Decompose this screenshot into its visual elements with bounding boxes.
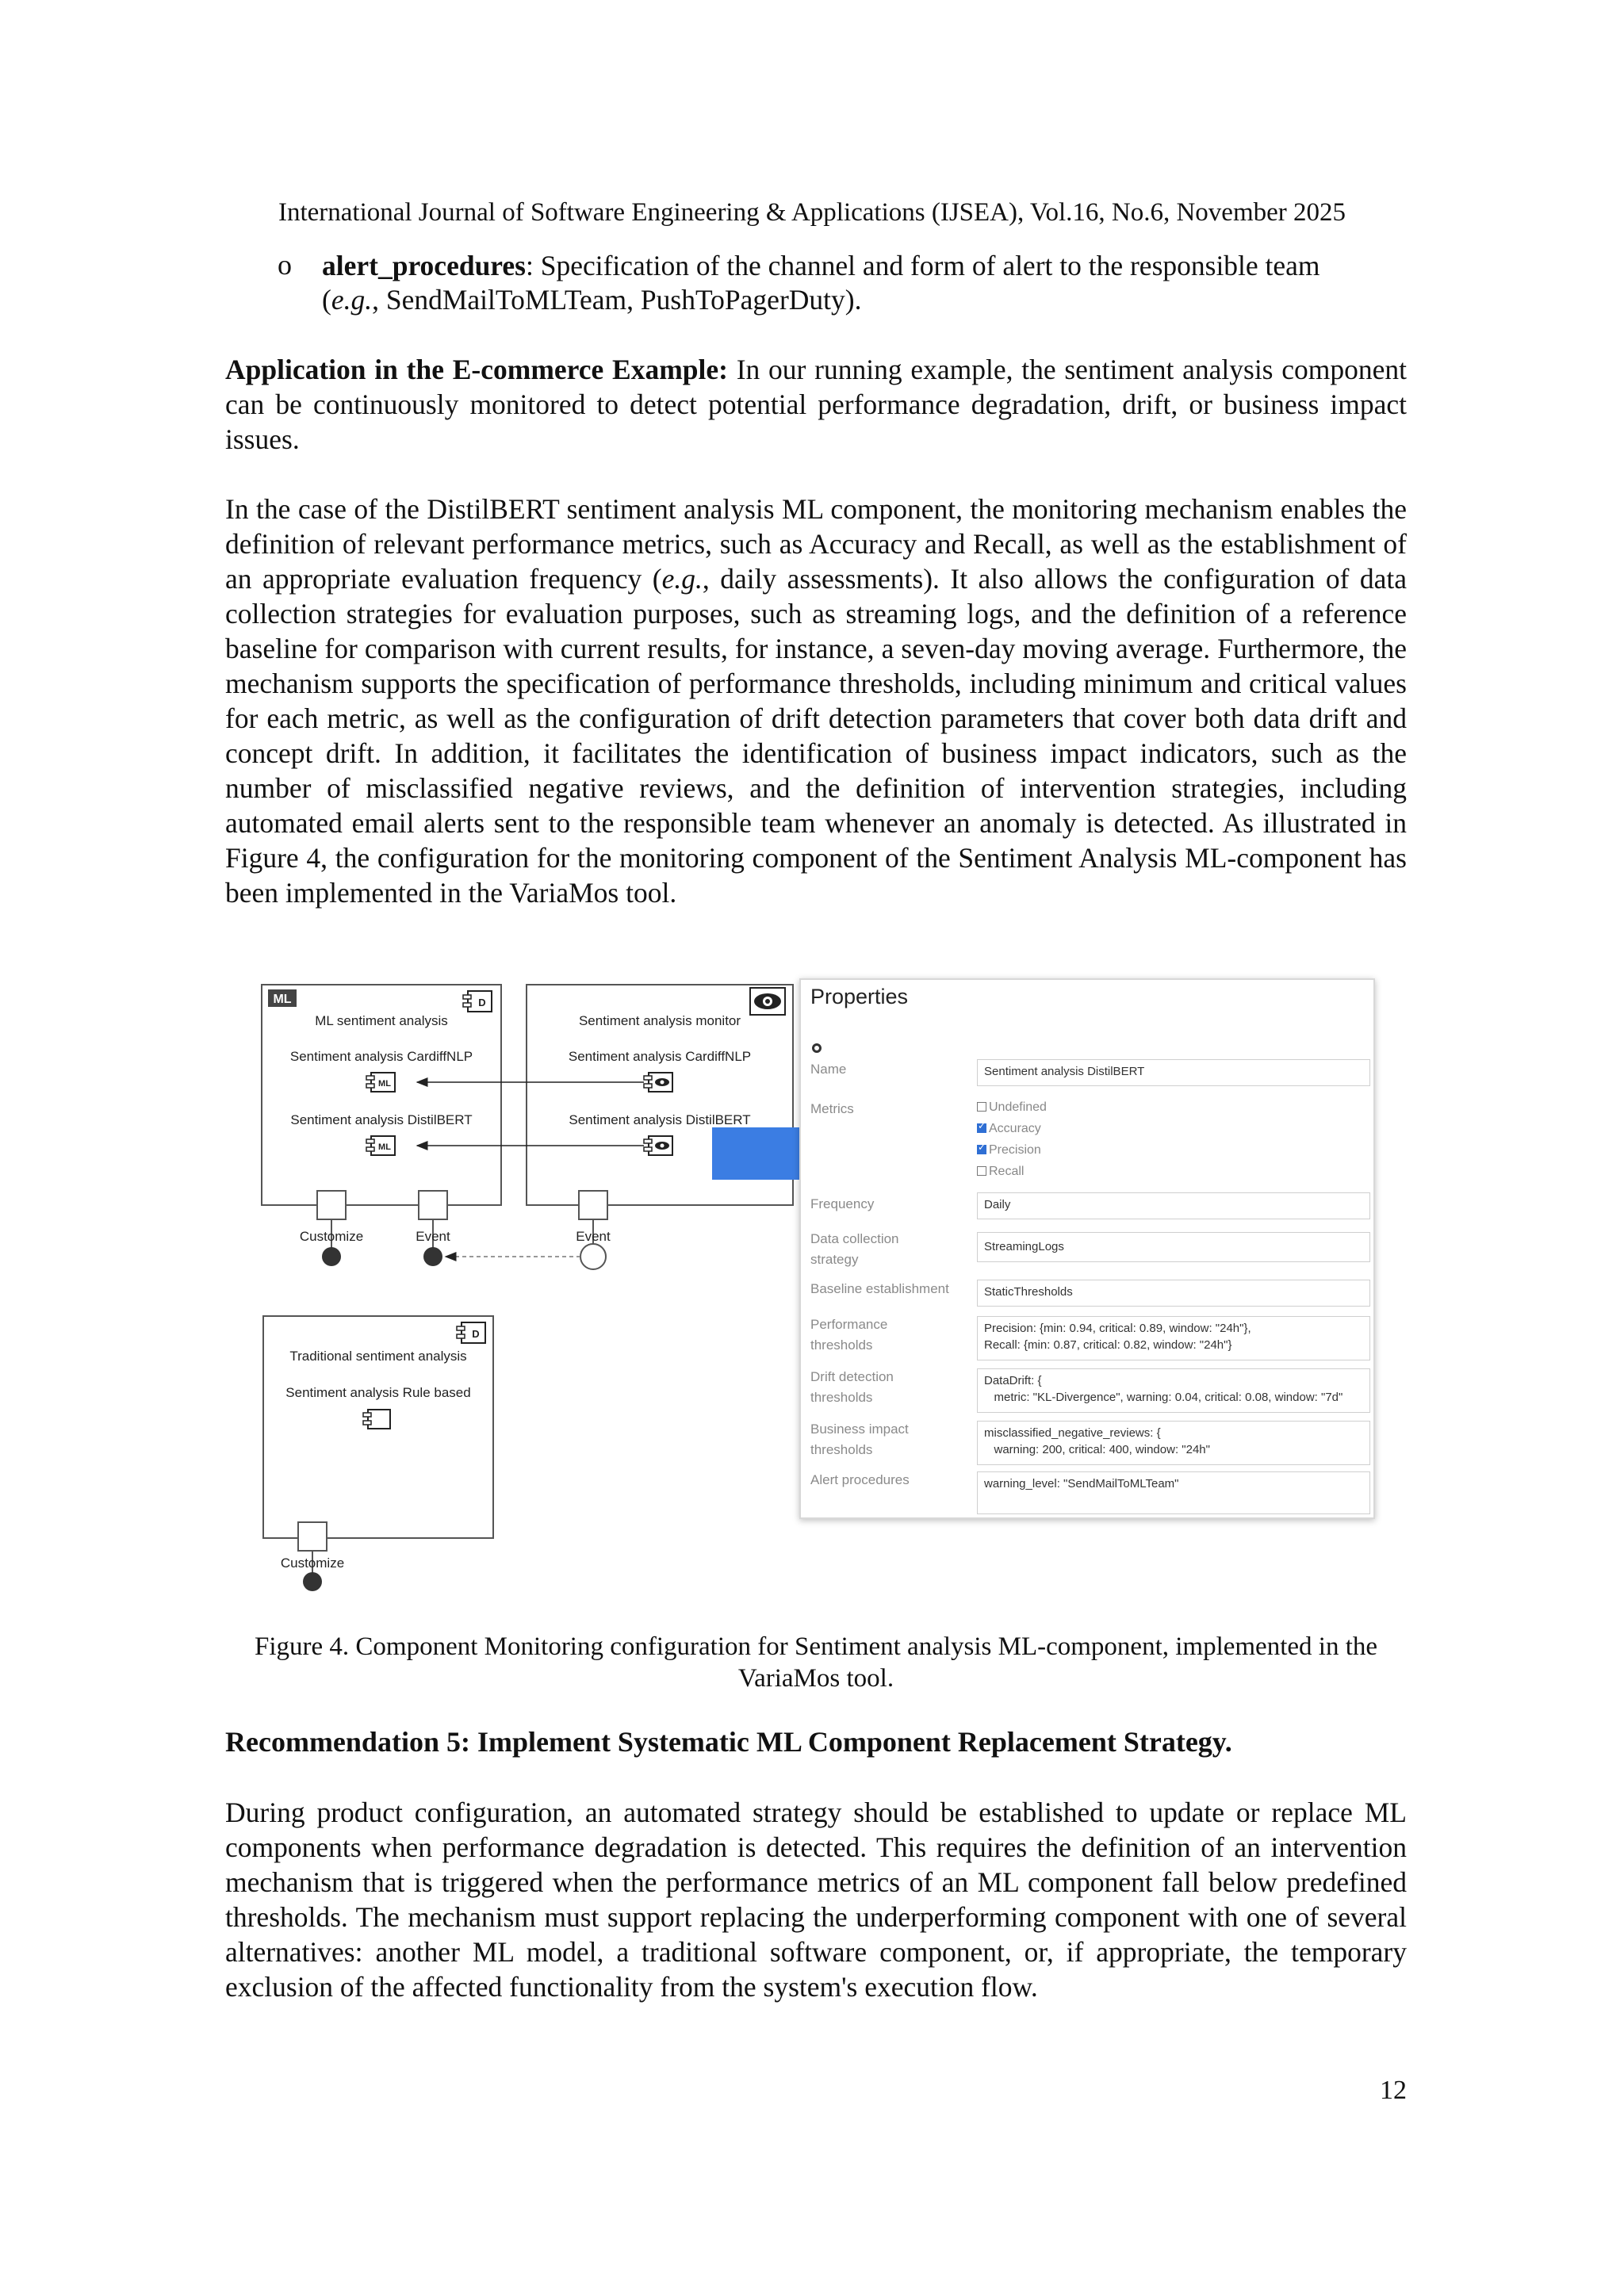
- bullet-text-line2: , SendMailToMLTeam, PushToPagerDuty).: [372, 284, 862, 316]
- ml-sentiment-analysis-box[interactable]: [262, 985, 501, 1266]
- page-number: 12: [1380, 2076, 1407, 2105]
- monitor-box-title: Sentiment analysis monitor: [578, 1013, 741, 1028]
- ml-component-icon: [366, 1073, 395, 1092]
- add-property-icon[interactable]: [812, 1043, 822, 1053]
- trad-box-item: Sentiment analysis Rule based: [285, 1385, 471, 1400]
- monitor-box-item-cardiffnlp: Sentiment analysis CardiffNLP: [568, 1049, 752, 1064]
- ml-component-icon: [366, 1136, 395, 1155]
- frequency-field[interactable]: Daily: [977, 1192, 1370, 1219]
- trad-box-title: Traditional sentiment analysis: [289, 1349, 467, 1364]
- trad-port-customize-required: [303, 1572, 322, 1591]
- frequency-label: Frequency: [810, 1196, 875, 1211]
- business-impact-field[interactable]: misclassified_negative_reviews: { warning: 200, critical: 400, window: "24h": [977, 1421, 1370, 1465]
- svg-text:ML: ML: [378, 1142, 391, 1152]
- metric-checkbox-recall[interactable]: Recall: [977, 1165, 1024, 1179]
- paragraph-distilbert-part1: In the case of the DistilBERT sentiment analysis ML component, the monitoring mechanism enables the definition of relevant performance metrics, such as Accuracy and Recall, as well as the establishment of an appropriate evaluation frequency (: [225, 493, 1407, 595]
- port-customize-required: [322, 1247, 341, 1266]
- bullet-marker: o: [278, 249, 292, 281]
- monitor-eye-icon: [644, 1136, 672, 1155]
- metrics-label: Metrics: [810, 1101, 854, 1116]
- component-d-icon: [457, 1322, 485, 1343]
- ml-box-item-distilbert: Sentiment analysis DistilBERT: [290, 1112, 473, 1127]
- monitor-port-event-provided: [580, 1244, 606, 1269]
- paragraph-application-text: In our running example, the sentiment analysis component can be continuously monitored to detect potential performance degradation, drift, or business impact issues.: [225, 354, 1407, 455]
- bullet-term: alert_procedures: [322, 250, 526, 281]
- alert-procedures-label: Alert procedures: [810, 1472, 910, 1487]
- alert-procedures-field[interactable]: warning_level: "SendMailToMLTeam": [977, 1471, 1370, 1514]
- paragraph-replacement-strategy: [225, 1795, 1407, 2004]
- ml-box-title: ML sentiment analysis: [315, 1013, 448, 1028]
- paragraph-application: [225, 352, 1407, 457]
- drift-detection-label: Drift detection thresholds: [810, 1369, 894, 1405]
- figure-caption-line1: Figure 4. Component Monitoring configuration for Sentiment analysis ML-component, implemented in the: [254, 1632, 1378, 1661]
- name-label: Name: [810, 1062, 847, 1077]
- paragraph-distilbert-part2: , daily assessments). It also allows the configuration of data collection strategies for evaluation purposes, such as streaming logs, and the definition of a reference baseline for comparison with current results, for instance, a seven-day moving average. Furthermore, the mechanism supports the specification of performance thresholds, including minimum and critical values for each metric, as well as the configuration of drift detection parameters that cover both data drift and concept drift. In addition, it facilitates the identification of business impact indicators, such as the number of misclassified negative reviews, and the definition of intervention strategies, including automated email alerts sent to the responsible team whenever an anomaly is detected. As illustrated in Figure 4, the configuration for the monitoring component of the Sentiment Analysis ML-component has been implemented in the VariaMos tool.: [225, 563, 1407, 909]
- baseline-label: Baseline establishment: [810, 1281, 949, 1296]
- metric-checkbox-precision[interactable]: ✓Precision: [977, 1143, 1041, 1158]
- recommendation-5-heading: Recommendation 5: Implement Systematic ML Component Replacement Strategy.: [225, 1726, 1232, 1758]
- component-d-icon: [463, 991, 492, 1012]
- data-collection-field[interactable]: StreamingLogs: [977, 1232, 1370, 1262]
- monitor-box-item-distilbert: Sentiment analysis DistilBERT: [569, 1112, 751, 1127]
- svg-text:ML: ML: [378, 1079, 391, 1089]
- ml-box-item-cardiffnlp: Sentiment analysis CardiffNLP: [289, 1049, 473, 1064]
- monitor-port-event[interactable]: [579, 1191, 607, 1219]
- port-event[interactable]: [419, 1191, 447, 1219]
- trad-port-customize-label: Customize: [280, 1556, 345, 1571]
- monitor-eye-icon: [644, 1073, 672, 1092]
- bullet-text: : Specification of the channel and form of alert to the responsible team: [526, 250, 1320, 281]
- sentiment-analysis-monitor-box[interactable]: [527, 985, 793, 1269]
- paragraph-distilbert: [225, 492, 1407, 910]
- ml-badge: ML: [273, 993, 292, 1006]
- performance-thresholds-label: Performance thresholds: [810, 1317, 888, 1353]
- paragraph-replacement-text: During product configuration, an automated strategy should be established to update or replace ML components when performance degradation is detected. This requires the definition of an intervention mechanism that is triggered when the performance metrics of an ML component fall below predefined thresholds. The mechanism must support replacing the underperforming component with one of several alternatives: another ML model, a traditional software component, or, if appropriate, the temporary exclusion of the affected functionality from the system's execution flow.: [225, 1797, 1407, 2003]
- drift-detection-field[interactable]: DataDrift: { metric: "KL-Divergence", warning: 0.04, critical: 0.08, window: "7d": [977, 1368, 1370, 1413]
- bullet-item-alert-procedures: alert_procedures: Specification of the channel and form of alert to the responsible team (e.g., SendMailToMLTeam, PushToPagerDuty).: [322, 250, 1320, 316]
- paragraph-distilbert-eg: e.g.: [661, 563, 703, 595]
- properties-panel: [799, 978, 1375, 1519]
- baseline-field[interactable]: StaticThresholds: [977, 1280, 1370, 1307]
- monitor-port-event-label: Event: [576, 1229, 611, 1244]
- traditional-sentiment-analysis-box[interactable]: [263, 1316, 493, 1591]
- paragraph-application-heading: Application in the E-commerce Example:: [225, 354, 728, 385]
- svg-text:D: D: [478, 997, 486, 1008]
- component-icon: [363, 1410, 390, 1429]
- properties-title: Properties: [810, 985, 909, 1008]
- performance-thresholds-field[interactable]: Precision: {min: 0.94, critical: 0.89, window: "24h"}, Recall: {min: 0.87, critical: 0.82, window: "24h"}: [977, 1316, 1370, 1360]
- figure-caption: [225, 1631, 1407, 1694]
- name-field[interactable]: Sentiment analysis DistilBERT: [977, 1059, 1370, 1086]
- metric-checkbox-accuracy[interactable]: ✓Accuracy: [977, 1122, 1041, 1136]
- port-customize-label: Customize: [299, 1229, 364, 1244]
- data-collection-label: Data collection strategy: [810, 1231, 899, 1267]
- figure-caption-line2: VariaMos tool.: [737, 1664, 894, 1693]
- port-event-required: [423, 1247, 442, 1266]
- journal-header: International Journal of Software Engineering & Applications (IJSEA), Vol.16, No.6, November 2025: [278, 198, 1346, 227]
- trad-port-customize[interactable]: [298, 1522, 327, 1551]
- svg-text:D: D: [472, 1328, 480, 1340]
- port-event-label: Event: [416, 1229, 450, 1244]
- metric-checkbox-undefined[interactable]: Undefined: [977, 1100, 1047, 1115]
- business-impact-label: Business impact thresholds: [810, 1422, 909, 1457]
- bullet-eg: e.g.: [331, 284, 373, 316]
- port-customize[interactable]: [317, 1191, 346, 1219]
